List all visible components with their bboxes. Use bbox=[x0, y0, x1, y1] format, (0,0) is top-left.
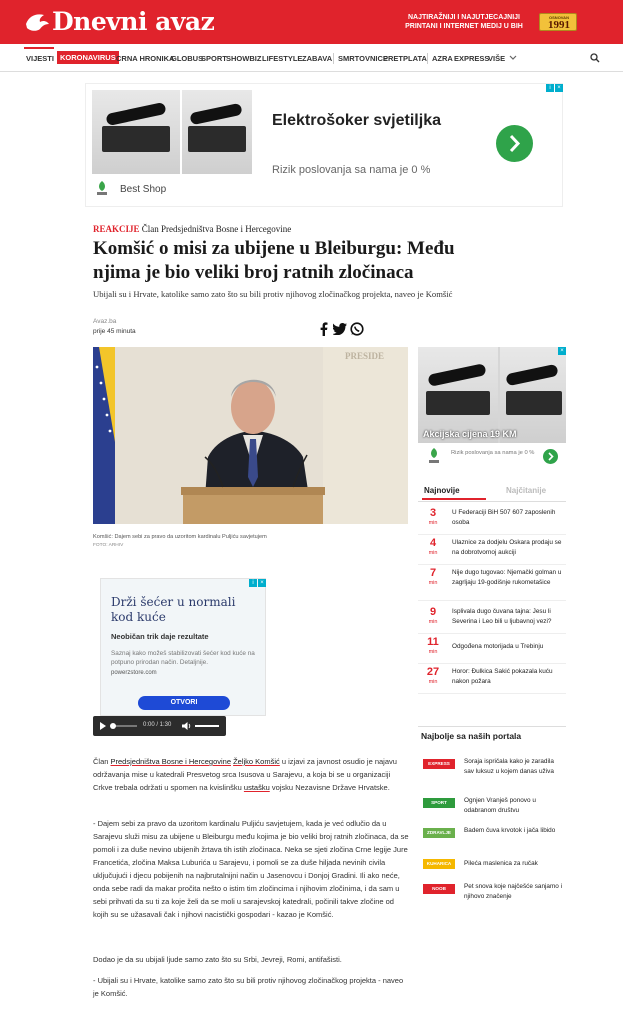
portals-title: Najbolje sa naših portala bbox=[421, 731, 522, 741]
portal-title-text[interactable]: Ognjen Vranješ ponovo u odabranom društvu bbox=[464, 797, 536, 814]
nav-koronavirus[interactable]: KORONAVIRUS bbox=[57, 51, 119, 64]
news-minutes: 4 bbox=[429, 537, 437, 549]
text-run: vojsku Nezavisne Države Hrvatske. bbox=[269, 783, 390, 792]
page-title: Komšić o misi za ubijene u Bleiburgu: Među njima je bio veliki broj ratnih zločinaca bbox=[93, 238, 455, 283]
portal-badge[interactable]: NOOB bbox=[423, 884, 455, 894]
news-minutes: 3 bbox=[429, 507, 437, 519]
facebook-icon[interactable] bbox=[320, 322, 328, 336]
news-minutes-unit: min bbox=[428, 649, 438, 655]
article-kicker bbox=[93, 224, 291, 234]
article-paragraph: Dodao je da su ubijali ljude samo zato što su Srbi, Jevreji, Romi, antifašisti. bbox=[93, 955, 342, 964]
portal-badge[interactable]: SPORT bbox=[423, 798, 455, 808]
article-photo[interactable] bbox=[93, 347, 408, 524]
nav-divider bbox=[427, 53, 428, 64]
main-nav bbox=[0, 44, 623, 72]
news-minutes-unit: min bbox=[428, 619, 438, 625]
audio-progress-track[interactable] bbox=[113, 725, 137, 727]
ad-title[interactable]: Elektrošoker svjetiljka bbox=[272, 112, 441, 129]
portal-title-text[interactable]: Badem čuva krvotok i jača libido bbox=[464, 827, 556, 834]
list-item[interactable] bbox=[418, 664, 566, 694]
ad-subtitle: Rizik poslovanja sa nama je 0 % bbox=[272, 164, 431, 176]
news-minutes: 27 bbox=[426, 666, 440, 678]
site-tagline: NAJTIRAŽNIJI I NAJUTJECAJNIJI PRINTANI I INTERNET MEDIJ U BIH bbox=[405, 14, 523, 30]
nav-zabava[interactable]: ZABAVA bbox=[302, 54, 333, 63]
ad-arrow-button[interactable] bbox=[496, 125, 533, 162]
news-title[interactable]: Isplivala dugo čuvana tajna: Jesu li Severina i Leo bili u ljubavnoj vezi? bbox=[452, 608, 552, 625]
close-icon[interactable]: × bbox=[258, 579, 266, 587]
ad-banner-top[interactable] bbox=[85, 83, 563, 207]
ad-title[interactable]: Drži šećer u normali kod kuće bbox=[111, 595, 236, 624]
chevron-right-icon bbox=[543, 449, 558, 464]
nav-active-indicator bbox=[24, 47, 54, 49]
link-predsjednistvo[interactable]: Predsjedništva Bosne i Hercegovine bbox=[110, 757, 231, 766]
news-title[interactable]: Odgođena motorijada u Trebinju bbox=[452, 643, 544, 650]
nav-lifestyle[interactable]: LIFESTYLE bbox=[262, 54, 303, 63]
news-title[interactable]: Nije dugo tugovao: Njemački golman u zagrljaju 19-godišnje rukometašice bbox=[452, 569, 562, 586]
article-paragraph: - Ubijali su i Hrvate, katolike samo zato što su bili protiv njihovog zločinačkog projekta - naveo je Komšić. bbox=[93, 976, 404, 998]
article-lead: Ubijali su i Hrvate, katolike samo zato što su bili protiv njihovog zločinačkog projekta, naveo je Komšić bbox=[93, 289, 453, 299]
photo-caption: Komšić: Dajem sebi za pravo da uzoritom kardinalu Puljiću savjetujem bbox=[93, 534, 267, 540]
audio-time: 0:00 / 1:30 bbox=[143, 722, 172, 728]
nav-vijesti[interactable]: VIJESTI bbox=[26, 54, 54, 63]
whatsapp-icon[interactable] bbox=[350, 322, 364, 336]
chevron-right-icon bbox=[496, 125, 533, 162]
text-run: u izjavi za javnost osudio je najavu održavanja mise u katedrali Presvetog srca Isusova u Sarajevu, a koja bi se u organizaciji Crkve trebala održati u spomen na kvislinšku bbox=[93, 757, 397, 792]
badge-label: OSNOVAN bbox=[549, 15, 569, 20]
list-item[interactable] bbox=[418, 634, 566, 664]
twitter-icon[interactable] bbox=[333, 323, 347, 335]
ad-sidebar[interactable] bbox=[418, 347, 566, 469]
news-title[interactable]: U Federaciji BiH 507 607 zaposlenih osoba bbox=[452, 509, 556, 526]
play-icon[interactable] bbox=[99, 721, 107, 731]
news-minutes: 11 bbox=[427, 636, 439, 648]
tab-active-indicator bbox=[422, 498, 486, 500]
portal-title-text[interactable]: Soraja ispričala kako je zaradila sav luksuz u kojem danas uživa bbox=[464, 758, 554, 775]
badge-year: 1991 bbox=[548, 19, 570, 31]
close-icon[interactable]: × bbox=[558, 347, 566, 355]
news-minutes-unit: min bbox=[428, 550, 438, 556]
portal-badge[interactable]: EXPRESS bbox=[423, 759, 455, 769]
news-minutes: 9 bbox=[429, 606, 437, 618]
article-time: prije 45 minuta bbox=[93, 328, 136, 335]
list-item[interactable] bbox=[418, 505, 566, 535]
volume-icon[interactable] bbox=[181, 721, 191, 731]
news-minutes-unit: min bbox=[428, 580, 438, 586]
kicker-category[interactable]: REAKCIJE bbox=[93, 224, 140, 234]
portal-item[interactable] bbox=[421, 880, 566, 912]
shop-logo-icon bbox=[95, 180, 109, 196]
founded-badge bbox=[539, 13, 577, 31]
portal-item[interactable] bbox=[421, 794, 566, 826]
ad-shop-name: Best Shop bbox=[120, 184, 167, 195]
site-logo[interactable]: Dnevni avaz bbox=[52, 7, 215, 36]
portal-title-text[interactable]: Pileća maslenica za ručak bbox=[464, 860, 538, 867]
ad-open-button[interactable]: OTVORI bbox=[138, 696, 230, 710]
ad-title[interactable]: Akcijska cijena 19 KM bbox=[423, 429, 517, 439]
portal-title-text[interactable]: Pet snova koje najčešće sanjamo i njihovo značenje bbox=[464, 883, 563, 900]
nav-azra[interactable]: AZRA bbox=[432, 54, 453, 63]
nav-smrtovnice[interactable]: SMRTOVNICE bbox=[338, 54, 388, 63]
article-paragraph bbox=[93, 755, 411, 794]
shop-logo-icon bbox=[427, 447, 441, 465]
audio-player bbox=[93, 716, 226, 736]
list-item[interactable] bbox=[418, 604, 566, 634]
ad-subtitle: Rizik poslovanja sa nama je 0 % bbox=[451, 450, 535, 456]
nav-pretplata[interactable]: PRETPLATA bbox=[383, 54, 427, 63]
list-item[interactable] bbox=[418, 565, 566, 601]
divider bbox=[418, 726, 566, 727]
link-ustasku[interactable]: ustašku bbox=[243, 783, 270, 792]
share-bar bbox=[320, 322, 370, 336]
ad-product-image[interactable] bbox=[182, 90, 252, 174]
volume-slider[interactable] bbox=[195, 725, 219, 727]
chevron-down-icon[interactable] bbox=[509, 55, 517, 61]
nav-express[interactable]: EXPRESS bbox=[454, 54, 490, 63]
ad-info-icon[interactable]: i bbox=[249, 579, 257, 587]
article-paragraph: - Dajem sebi za pravo da uzoritom kardinalu Puljiću savjetujem, kada je već odlučio da u Sarajevu služi misu za ubijene u Bleiburgu među kojima je bio veliki broj ratnih zločinaca, da se pomoli i za duše nevino ubijenih žrtava tih istih zločinaca. Neka se sjeti zločina Crne legije Jure Francetića, zločina Maksa Luburića u Sarajevu, i pomoli se za duše hiljada nevinih civila uključujući i djecu pobijenih na najbrutalnijni način u Jasenovcu i Donjoj Gradini. Ili ako neće, onda sebe radi da makar pročita nešto o istim tim zločincima i njihovim zločinima, i da sam u sebi prihvati da su ti za koje želi da se moli u sarajevskoj katedrali, počinili takve zločine od kojih su se užasavali čak i njihovi nacistički gospodari - kazao je Komšić. bbox=[93, 819, 409, 919]
nav-globus[interactable]: GLOBUS bbox=[171, 54, 204, 63]
ad-arrow-button[interactable] bbox=[543, 449, 558, 464]
portal-item[interactable] bbox=[421, 824, 566, 856]
portal-badge[interactable]: KUHARICA bbox=[423, 859, 455, 869]
portal-item[interactable] bbox=[421, 755, 566, 787]
nav-showbiz[interactable]: SHOWBIZ bbox=[226, 54, 262, 63]
news-minutes-unit: min bbox=[428, 679, 438, 685]
ad-product-image[interactable] bbox=[92, 90, 180, 174]
nav-sport[interactable]: SPORT bbox=[201, 54, 227, 63]
ad-info-icon[interactable]: i bbox=[546, 84, 554, 92]
audio-progress-handle[interactable] bbox=[110, 723, 116, 729]
nav-vise[interactable]: VIŠE bbox=[488, 54, 506, 63]
news-minutes: 7 bbox=[429, 567, 437, 579]
ad-inline[interactable] bbox=[100, 578, 266, 716]
svg-text:PRESIDE: PRESIDE bbox=[345, 351, 385, 361]
news-title[interactable]: Ulaznice za dodjelu Oskara prodaju se na dobrotvornoj aukciji bbox=[452, 539, 562, 556]
link-zeljko-komsic[interactable]: Željko Komšić bbox=[233, 757, 280, 766]
news-title[interactable]: Horor: Đulkica Sakić pokazala kuću nakon požara bbox=[452, 668, 553, 685]
photo-credit: FOTO: ARHIV bbox=[93, 543, 124, 548]
ad-url[interactable]: powerzstore.com bbox=[111, 670, 157, 676]
portal-badge[interactable]: ZDRAVLJE bbox=[423, 828, 455, 838]
site-header bbox=[0, 0, 623, 44]
close-icon[interactable]: × bbox=[555, 84, 563, 92]
news-minutes-unit: min bbox=[428, 520, 438, 526]
text-run: Član bbox=[93, 757, 111, 766]
ad-body: Saznaj kako možeš stabilizovati šećer kod kuće na potpuno prirodan način. Detaljnije. bbox=[111, 650, 255, 666]
tab-najnovije[interactable]: Najnovije bbox=[424, 486, 460, 495]
news-tabs bbox=[418, 480, 566, 502]
ad-subtitle: Neobičan trik daje rezultate bbox=[111, 632, 209, 641]
nav-divider bbox=[333, 53, 334, 64]
kicker-text: Član Predsjedništva Bosne i Hercegovine bbox=[141, 224, 292, 234]
list-item[interactable] bbox=[418, 535, 566, 565]
search-icon[interactable] bbox=[590, 53, 600, 63]
tab-najcitanije[interactable]: Najčitanije bbox=[506, 486, 547, 495]
article-source: Avaz.ba bbox=[93, 318, 117, 325]
nav-crna-hronika[interactable]: CRNA HRONIKA bbox=[116, 54, 175, 63]
logo-bird-icon[interactable] bbox=[24, 10, 50, 34]
